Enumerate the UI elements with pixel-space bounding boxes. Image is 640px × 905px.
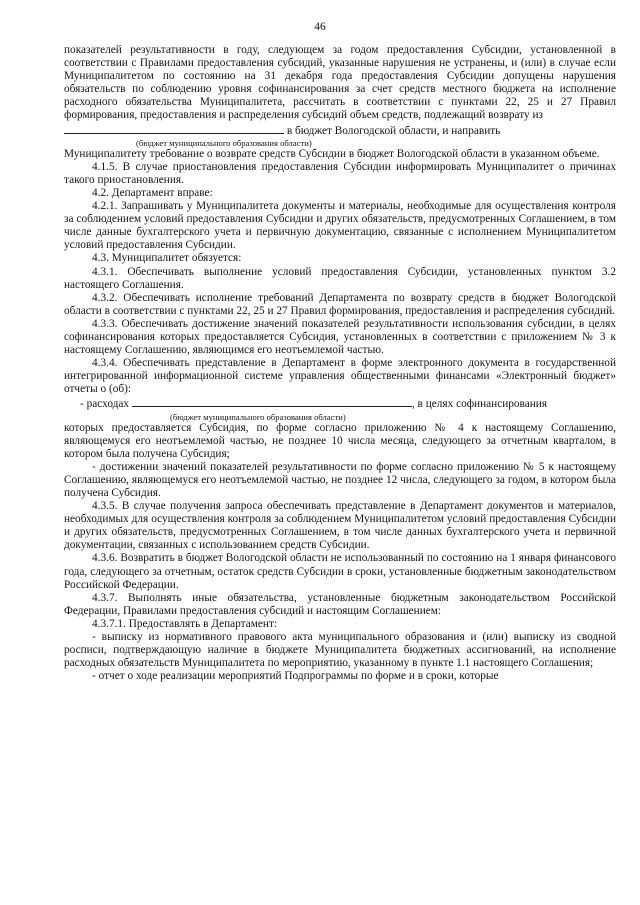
paragraph-text: - отчет о ходе реализации мероприятий Подпрограммы по форме и в сроки, которые xyxy=(92,670,499,683)
paragraph xyxy=(64,396,616,411)
paragraph xyxy=(64,44,616,123)
paragraph xyxy=(64,318,616,357)
paragraph-text: 4.3.7.1. Предоставлять в Департамент: xyxy=(92,617,278,630)
paragraph xyxy=(64,618,616,631)
paragraph-text: в бюджет Вологодской области, и направить xyxy=(284,124,501,137)
paragraph-text: 4.2.1. Запрашивать у Муниципалитета документы и материалы, необходимые для осуществления контроля за соблюдением условий предоставления Субсидии и других обязательств, предусмотренных Соглашением, в том числе данные бухгалтерского учета и первичную документацию, связанные с исполнением Муниципалитетом условий предоставления Субсидии. xyxy=(64,200,616,252)
paragraph xyxy=(64,552,616,591)
paragraph xyxy=(64,500,616,552)
paragraph-prefix: - расходах xyxy=(80,398,132,411)
paragraph-text: 4.3.5. В случае получения запроса обеспечивать представление в Департамент документов и материалов, необходимых для осуществления контроля за соблюдением Муниципалитетом условий предоставления Субсидии и других обязательств, предусмотренных Соглашением, в том числе данных бухгалтерского учета и первичной документации, связанных с использованием средств Субсидии. xyxy=(64,500,616,552)
paragraph-text: - выписку из нормативного правового акта муниципального образования и (или) выписку из сводной росписи, подтверждающую наличие в бюджете Муниципалитета бюджетных ассигнований, на исполнение расходных обязательств Муниципалитета по мероприятию, указанному в пункте 1.1 настоящего Соглашения; xyxy=(64,631,616,670)
paragraph xyxy=(64,292,616,318)
paragraph-text: 4.2. Департамент вправе: xyxy=(92,186,213,199)
paragraph xyxy=(64,252,616,265)
paragraph xyxy=(64,670,616,683)
paragraph xyxy=(64,266,616,292)
field-caption xyxy=(64,138,616,148)
document-body xyxy=(64,44,616,683)
paragraph xyxy=(64,422,616,461)
paragraph-text: (бюджет муниципального образования области) xyxy=(170,411,346,422)
paragraph-text: 4.3.6. Возвратить в бюджет Вологодской области не использованный по состоянию на 1 января финансового года, следующего за отчетным, остаток средств Субсидии в сроки, установленные бюджетным законодательством Российской Федерации. xyxy=(64,552,616,591)
paragraph xyxy=(64,200,616,252)
paragraph xyxy=(64,461,616,500)
paragraph xyxy=(64,148,616,161)
paragraph-text: 4.3.3. Обеспечивать достижение значений показателей результативности использования субсидии, в целях софинансирования которых предоставляется Субсидия, установленных в соответствии с приложением № 3 к настоящему Соглашению, являющимся его неотъемлемой частью. xyxy=(64,317,616,357)
paragraph-text: 4.3. Муниципалитет обязуется: xyxy=(92,252,242,265)
page-number: 46 xyxy=(314,21,326,33)
paragraph-text: 4.3.2. Обеспечивать исполнение требований Департамента по возврату средств в бюджет Вологодской области в соответствии с пунктами 22, 25 и 27 Правил формирования, предоставления и распределения субсидий. xyxy=(64,291,616,317)
paragraph xyxy=(64,187,616,200)
paragraph-text: - достижении значений показателей результативности по форме согласно приложению № 5 к настоящему Соглашению, являющемуся его неотъемлемой частью, не позднее 12 числа, следующего за годом, в котором была получена Субсидия. xyxy=(64,460,616,499)
paragraph-text: 4.3.1. Обеспечивать выполнение условий предоставления Субсидии, установленных пунктом 3.2 настоящего Соглашения. xyxy=(64,265,616,291)
paragraph xyxy=(64,123,616,138)
paragraph xyxy=(64,592,616,618)
paragraph xyxy=(64,631,616,670)
paragraph-text: Муниципалитету требование о возврате средств Субсидии в бюджет Вологодской области в указанном объеме. xyxy=(64,147,600,160)
paragraph xyxy=(64,357,616,396)
paragraph-text: 4.3.7. Выполнять иные обязательства, установленные бюджетным законодательством Российской Федерации, Правилами предоставления субсидий и настоящим Соглашением: xyxy=(64,591,616,617)
paragraph-text: которых предоставляется Субсидия, по форме согласно приложению № 4 к настоящему Соглашению, являющемуся его неотъемлемой частью, не позднее 10 числа месяца, следующего за отчетным кварталом, в котором была получена Субсидия; xyxy=(64,421,616,460)
field-caption xyxy=(64,412,616,422)
paragraph xyxy=(64,161,616,187)
paragraph-text: показателей результативности в году, следующем за годом предоставления Субсидии, установленной в соответствии с Правилами предоставления субсидий, указанные нарушения не устранены, и (или) в случае если Муниципалитетом по состоянию на 31 декабря года предоставления Субсидии допущены нарушения обязательств по соблюдению уровня софинансирования за счет средств местного бюджета на исполнение расходного обязательства Муниципалитета, рассчитать в соответствии с пунктами 22, 25 и 27 Правил формирования, предоставления и распределения субсидий объем средств, подлежащий возврату из xyxy=(64,44,616,122)
paragraph-text: 4.3.4. Обеспечивать представление в Департамент в форме электронного документа в государственной интегрированной информационной системе управления общественными финансами «Электронный бюджет» отчеты о (об): xyxy=(64,357,616,396)
blank-field xyxy=(64,123,284,134)
paragraph-text: (бюджет муниципального образования области) xyxy=(136,137,312,148)
paragraph-text: 4.1.5. В случае приостановления предоставления Субсидии информировать Муниципалитет о причинах такого приостановления. xyxy=(64,160,616,186)
paragraph-text: , в целях софинансирования xyxy=(411,398,548,411)
blank-field xyxy=(132,396,412,407)
